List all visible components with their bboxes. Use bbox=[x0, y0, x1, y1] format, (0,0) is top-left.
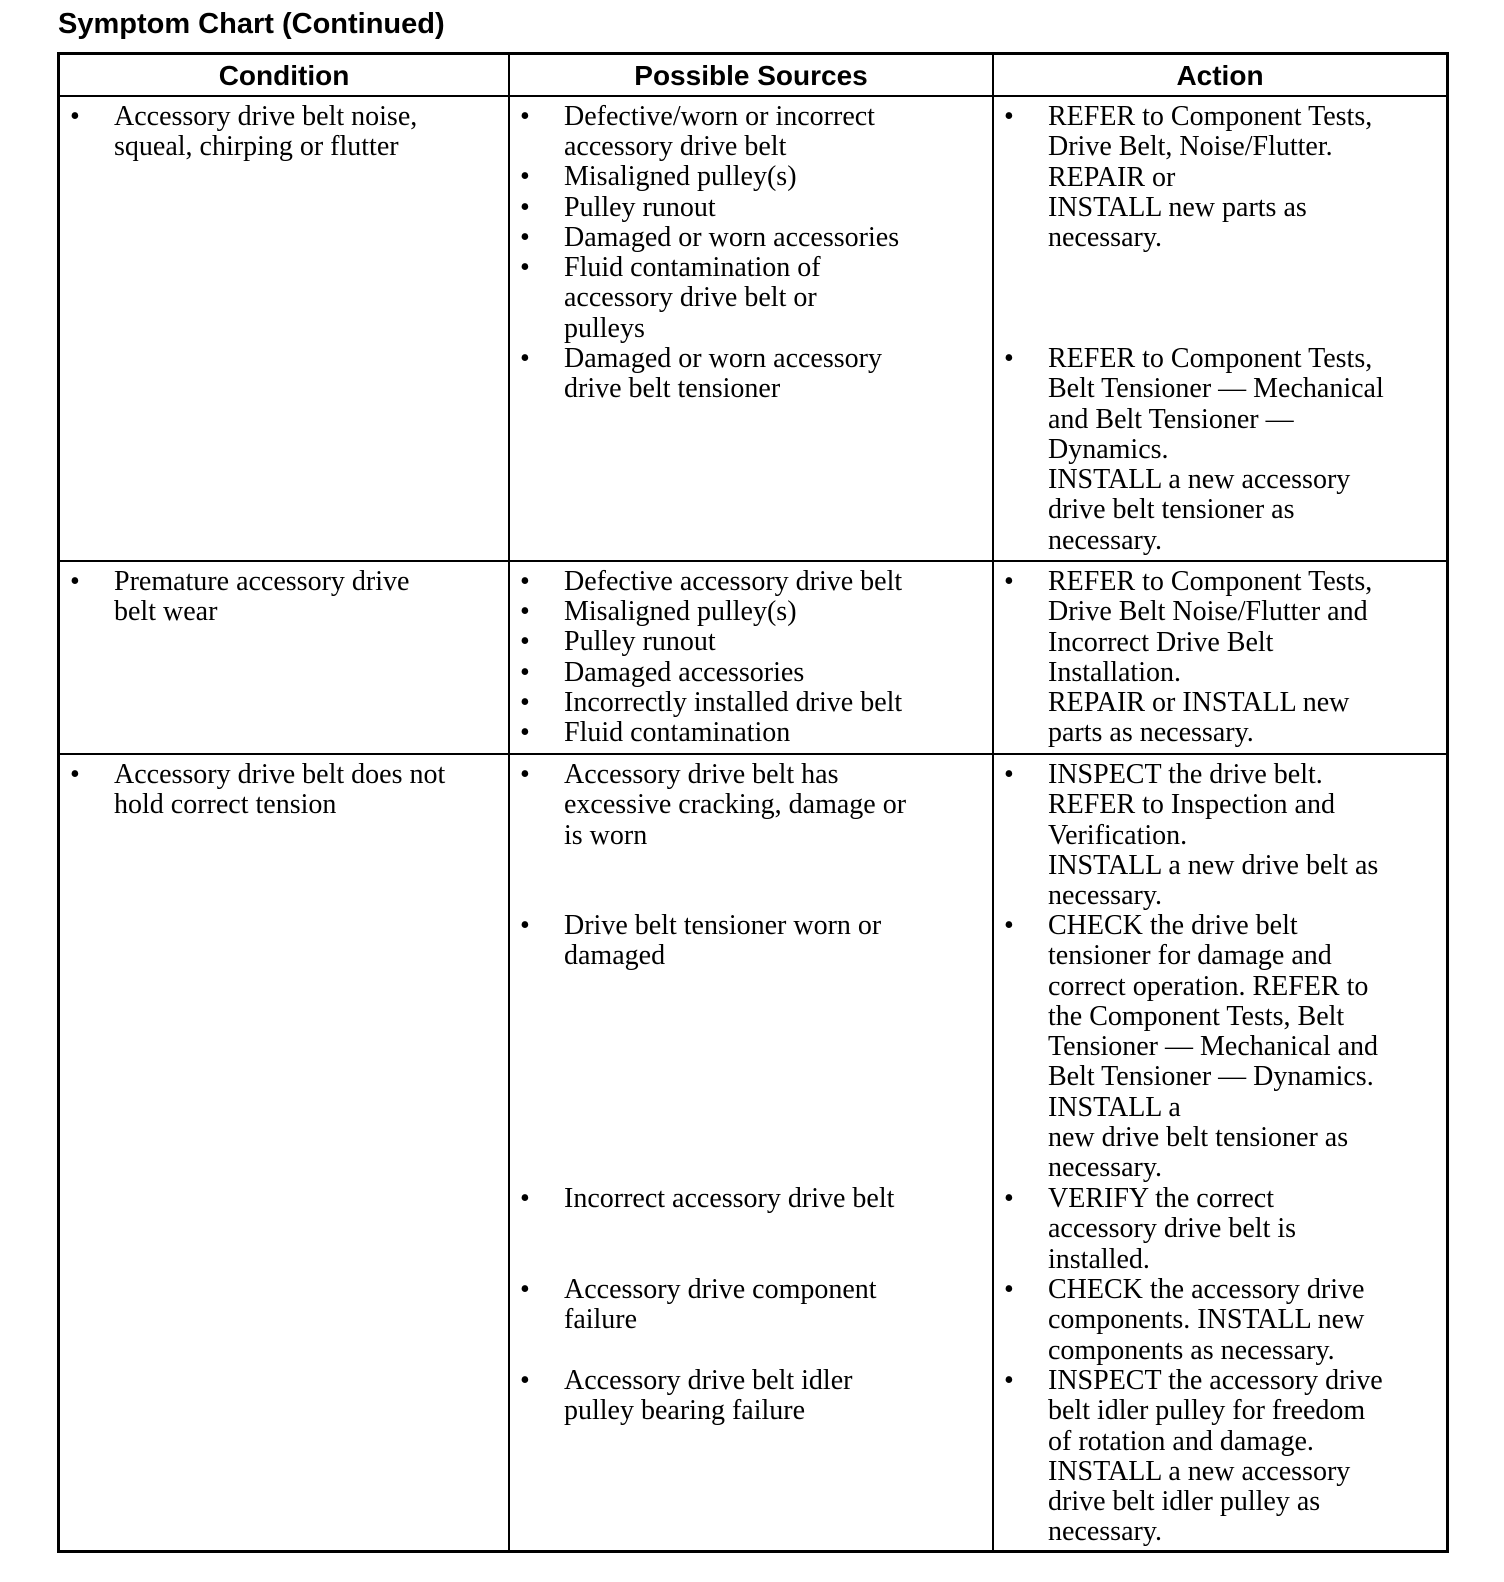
action-item bbox=[1004, 343, 1448, 556]
chart-title: Symptom Chart (Continued) bbox=[58, 8, 445, 40]
bullet-icon: • bbox=[520, 192, 530, 223]
bullet-icon: • bbox=[520, 566, 530, 597]
header-condition: Condition bbox=[218, 60, 350, 91]
action-item bbox=[1004, 566, 1448, 749]
condition-item-text: Accessory drive belt noise, squeal, chirping or flutter bbox=[114, 101, 418, 163]
source-item-text: Pulley runout bbox=[564, 626, 716, 657]
row-divider bbox=[60, 753, 1446, 755]
bullet-icon: • bbox=[520, 252, 530, 283]
source-item bbox=[520, 910, 974, 972]
bullet-icon: • bbox=[1004, 101, 1014, 132]
bullet-icon: • bbox=[1004, 1274, 1014, 1305]
source-item-text: Misaligned pulley(s) bbox=[564, 596, 797, 627]
condition-item bbox=[70, 566, 494, 628]
source-item-text: Incorrectly installed drive belt bbox=[564, 687, 903, 718]
source-item bbox=[520, 161, 974, 192]
action-item bbox=[1004, 101, 1448, 254]
condition-item bbox=[70, 101, 494, 163]
source-item-text: Drive belt tensioner worn or damaged bbox=[564, 910, 882, 972]
source-item-text: Damaged accessories bbox=[564, 657, 805, 688]
bullet-icon: • bbox=[520, 596, 530, 627]
action-item-text: INSPECT the accessory drive belt idler pulley for freedom of rotation and damage. INSTALL a new accessory drive belt idler pulley as necessary. bbox=[1048, 1365, 1383, 1548]
header-action: Action bbox=[1176, 60, 1264, 91]
source-item-text: Defective/worn or incorrect accessory drive belt bbox=[564, 101, 875, 163]
bullet-icon: • bbox=[1004, 1365, 1014, 1396]
source-item-text: Incorrect accessory drive belt bbox=[564, 1183, 895, 1214]
header-possible-sources: Possible Sources bbox=[634, 60, 868, 91]
bullet-icon: • bbox=[520, 222, 530, 253]
source-item-text: Defective accessory drive belt bbox=[564, 566, 903, 597]
row-divider bbox=[60, 560, 1446, 562]
source-item bbox=[520, 1183, 974, 1214]
bullet-icon: • bbox=[520, 910, 530, 941]
source-item-text: Fluid contamination bbox=[564, 717, 791, 748]
source-item bbox=[520, 566, 974, 597]
source-item-text: Damaged or worn accessories bbox=[564, 222, 900, 253]
bullet-icon: • bbox=[520, 626, 530, 657]
action-item-text: CHECK the accessory drive components. INSTALL new components as necessary. bbox=[1048, 1274, 1365, 1366]
bullet-icon: • bbox=[1004, 566, 1014, 597]
bullet-icon: • bbox=[70, 101, 80, 132]
source-item-text: Fluid contamination of accessory drive belt or pulleys bbox=[564, 252, 821, 344]
source-item bbox=[520, 252, 974, 344]
source-item bbox=[520, 657, 974, 688]
source-item bbox=[520, 192, 974, 223]
column-divider bbox=[992, 55, 994, 1550]
action-item bbox=[1004, 759, 1448, 912]
action-item-text: REFER to Component Tests, Drive Belt, Noise/Flutter. REPAIR or INSTALL new parts as necessary. bbox=[1048, 101, 1373, 254]
action-item-text: REFER to Component Tests, Belt Tensioner — Mechanical and Belt Tensioner — Dynamics. INSTALL a new accessory drive belt tensioner as necessary. bbox=[1048, 343, 1384, 556]
header-divider bbox=[60, 95, 1446, 97]
source-item bbox=[520, 343, 974, 405]
bullet-icon: • bbox=[1004, 910, 1014, 941]
source-item bbox=[520, 1274, 974, 1336]
column-divider bbox=[508, 55, 510, 1550]
action-item bbox=[1004, 1365, 1448, 1548]
bullet-icon: • bbox=[520, 1365, 530, 1396]
action-item bbox=[1004, 910, 1448, 1184]
bullet-icon: • bbox=[520, 161, 530, 192]
bullet-icon: • bbox=[1004, 1183, 1014, 1214]
source-item bbox=[520, 687, 974, 718]
source-item bbox=[520, 101, 974, 163]
action-item-text: VERIFY the correct accessory drive belt is installed. bbox=[1048, 1183, 1297, 1275]
bullet-icon: • bbox=[520, 101, 530, 132]
condition-item-text: Accessory drive belt does not hold correct tension bbox=[114, 759, 446, 821]
source-item bbox=[520, 626, 974, 657]
bullet-icon: • bbox=[1004, 759, 1014, 790]
source-item bbox=[520, 596, 974, 627]
bullet-icon: • bbox=[520, 343, 530, 374]
source-item-text: Accessory drive component failure bbox=[564, 1274, 877, 1336]
source-item-text: Accessory drive belt has excessive cracking, damage or is worn bbox=[564, 759, 907, 851]
source-item bbox=[520, 1365, 974, 1427]
source-item-text: Damaged or worn accessory drive belt tensioner bbox=[564, 343, 882, 405]
bullet-icon: • bbox=[520, 717, 530, 748]
bullet-icon: • bbox=[70, 566, 80, 597]
bullet-icon: • bbox=[1004, 343, 1014, 374]
action-item bbox=[1004, 1274, 1448, 1366]
bullet-icon: • bbox=[520, 1183, 530, 1214]
bullet-icon: • bbox=[520, 759, 530, 790]
condition-item bbox=[70, 759, 494, 821]
action-item-text: CHECK the drive belt tensioner for damage and correct operation. REFER to the Component Tests, Belt Tensioner — Mechanical and Belt Tensioner — Dynamics. INSTALL a new drive belt tensioner as necessary. bbox=[1048, 910, 1379, 1184]
action-item-text: INSPECT the drive belt. REFER to Inspection and Verification. INSTALL a new drive belt as necessary. bbox=[1048, 759, 1379, 912]
source-item-text: Pulley runout bbox=[564, 192, 716, 223]
source-item bbox=[520, 717, 974, 748]
bullet-icon: • bbox=[70, 759, 80, 790]
source-item bbox=[520, 759, 974, 851]
bullet-icon: • bbox=[520, 687, 530, 718]
bullet-icon: • bbox=[520, 1274, 530, 1305]
condition-item-text: Premature accessory drive belt wear bbox=[114, 566, 410, 628]
source-item-text: Misaligned pulley(s) bbox=[564, 161, 797, 192]
source-item bbox=[520, 222, 974, 253]
action-item-text: REFER to Component Tests, Drive Belt Noise/Flutter and Incorrect Drive Belt Installation. REPAIR or INSTALL new parts as necessary. bbox=[1048, 566, 1373, 749]
source-item-text: Accessory drive belt idler pulley bearing failure bbox=[564, 1365, 853, 1427]
action-item bbox=[1004, 1183, 1448, 1275]
bullet-icon: • bbox=[520, 657, 530, 688]
